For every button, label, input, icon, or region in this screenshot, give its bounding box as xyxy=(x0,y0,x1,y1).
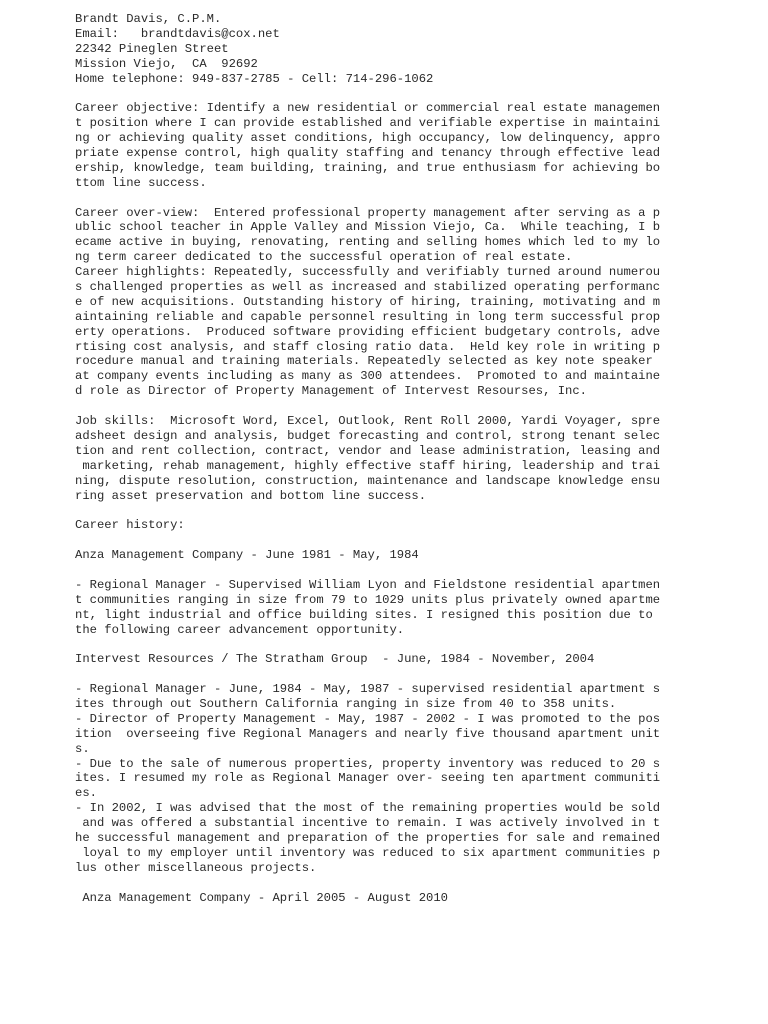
document-line: - Regional Manager - Supervised William Lyon and Fieldstone residential apartmen xyxy=(75,577,661,592)
document-line: - Director of Property Management - May, 1987 - 2002 - I was promoted to the pos xyxy=(75,711,661,726)
document-line: ng term career dedicated to the successful operation of real estate. xyxy=(75,250,573,265)
document-line: t position where I can provide established and verifiable expertise in maintaini xyxy=(75,116,661,131)
document-line: the following career advancement opportunity. xyxy=(75,622,405,637)
document-line: Email: brandtdavis@cox.net xyxy=(75,26,280,41)
document-line: priate expense control, high quality staffing and tenancy through effective lead xyxy=(75,146,661,161)
document-line: Home telephone: 949-837-2785 - Cell: 714-296-1062 xyxy=(75,71,434,86)
document-line: t communities ranging in size from 79 to 1029 units plus privately owned apartme xyxy=(75,592,661,607)
blank-line xyxy=(75,876,735,891)
cut-off-text-line xyxy=(75,1016,695,1024)
document-line: Anza Management Company - June 1981 - May, 1984 xyxy=(75,548,419,563)
document-line: marketing, rehab management, highly effective staff hiring, leadership and trai xyxy=(75,458,661,473)
document-line: e of new acquisitions. Outstanding history of hiring, training, motivating and m xyxy=(75,294,661,309)
blank-line xyxy=(75,191,735,206)
document-line: Anza Management Company - April 2005 - August 2010 xyxy=(75,890,448,905)
document-line: - Due to the sale of numerous properties, property inventory was reduced to 20 s xyxy=(75,756,661,771)
resume-document xyxy=(75,12,735,905)
document-line: Career objective: Identify a new residential or commercial real estate managemen xyxy=(75,101,661,116)
document-line: ring asset preservation and bottom line success. xyxy=(75,488,427,503)
document-line: Job skills: Microsoft Word, Excel, Outlook, Rent Roll 2000, Yardi Voyager, spre xyxy=(75,414,661,429)
document-line: 22342 Pineglen Street xyxy=(75,41,229,56)
document-line: Career over-view: Entered professional property management after serving as a p xyxy=(75,205,661,220)
document-line: ites. I resumed my role as Regional Manager over- seeing ten apartment communiti xyxy=(75,771,661,786)
document-line: rtising cost analysis, and staff closing ratio data. Held key role in writing p xyxy=(75,339,661,354)
blank-line xyxy=(75,533,735,548)
document-line: ublic school teacher in Apple Valley and Mission Viejo, Ca. While teaching, I b xyxy=(75,220,661,235)
document-line: loyal to my employer until inventory was reduced to six apartment communities p xyxy=(75,845,661,860)
blank-line xyxy=(75,86,735,101)
document-line: and was offered a substantial incentive to remain. I was actively involved in t xyxy=(75,816,661,831)
document-line: adsheet design and analysis, budget forecasting and control, strong tenant selec xyxy=(75,428,661,443)
document-line: Career history: xyxy=(75,518,185,533)
document-line: Career highlights: Repeatedly, successfully and verifiably turned around numerou xyxy=(75,265,661,280)
document-line: ition overseeing five Regional Managers and nearly five thousand apartment unit xyxy=(75,726,661,741)
document-line: - Regional Manager - June, 1984 - May, 1987 - supervised residential apartment s xyxy=(75,682,661,697)
document-line: ning, dispute resolution, construction, maintenance and landscape knowledge ensu xyxy=(75,473,661,488)
document-line: ng or achieving quality asset conditions, high occupancy, low delinquency, appro xyxy=(75,131,661,146)
document-line: s challenged properties as well as increased and stabilized operating performanc xyxy=(75,280,661,295)
document-line: - In 2002, I was advised that the most of the remaining properties would be sold xyxy=(75,801,661,816)
document-line: s. xyxy=(75,741,90,756)
document-line: ership, knowledge, team building, training, and true enthusiasm for achieving bo xyxy=(75,160,661,175)
document-line: es. xyxy=(75,786,97,801)
document-line: Intervest Resources / The Stratham Group - June, 1984 - November, 2004 xyxy=(75,652,595,667)
document-line: aintaining reliable and capable personnel resulting in long term successful prop xyxy=(75,309,661,324)
blank-line xyxy=(75,399,735,414)
blank-line xyxy=(75,637,735,652)
blank-line xyxy=(75,667,735,682)
document-line: ttom line success. xyxy=(75,175,207,190)
document-line: Brandt Davis, C.P.M. xyxy=(75,12,222,26)
document-line: tion and rent collection, contract, vendor and lease administration, leasing and xyxy=(75,443,661,458)
document-line: rocedure manual and training materials. Repeatedly selected as key note speaker xyxy=(75,354,653,369)
document-line: d role as Director of Property Management of Intervest Resourses, Inc. xyxy=(75,384,587,399)
blank-line xyxy=(75,563,735,578)
document-line: he successful management and preparation of the properties for sale and remained xyxy=(75,830,661,845)
document-line: erty operations. Produced software providing efficient budgetary controls, adve xyxy=(75,324,661,339)
document-line: ites through out Southern California ranging in size from 40 to 358 units. xyxy=(75,696,617,711)
blank-line xyxy=(75,503,735,518)
document-line: lus other miscellaneous projects. xyxy=(75,860,317,875)
document-line: Mission Viejo, CA 92692 xyxy=(75,56,258,71)
document-line: ecame active in buying, renovating, renting and selling homes which led to my lo xyxy=(75,235,661,250)
document-line: nt, light industrial and office building sites. I resigned this position due to xyxy=(75,607,653,622)
document-line: at company events including as many as 300 attendees. Promoted to and maintaine xyxy=(75,369,661,384)
